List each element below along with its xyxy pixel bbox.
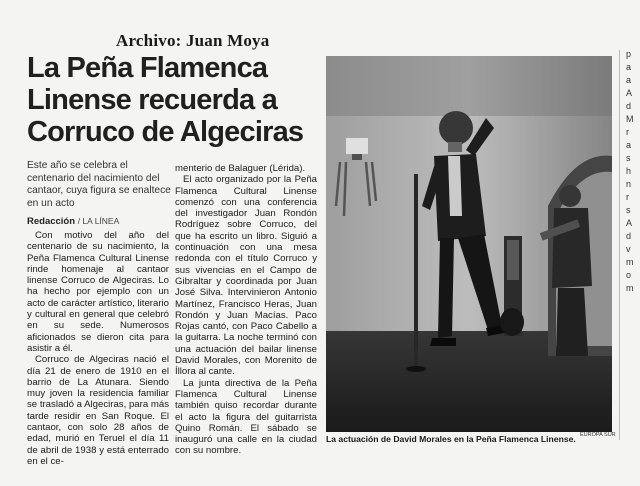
subheadline: Este año se celebra el centenario del nacimiento del cantaor, cuya figura se enaltece en un acto: [27, 160, 171, 209]
edge-fragment: A: [626, 218, 633, 228]
paragraph: La junta directiva de la Peña Flamenca Cultural Linense también quiso recordar durante el acto la figura del guitarrista Quino Román. El sábado se inauguró una calle en la ciudad con su nombre.: [175, 377, 317, 457]
article-column-1: [27, 230, 169, 467]
edge-fragment: s: [626, 153, 631, 163]
archive-label: Archivo: Juan Moya: [116, 31, 270, 50]
edge-fragment: r: [626, 127, 629, 137]
paragraph: menterio de Balaguer (Lérida).: [175, 163, 306, 174]
byline-location: / LA LÍNEA: [77, 216, 120, 226]
edge-fragment: p: [626, 49, 632, 59]
byline: [27, 216, 119, 227]
edge-fragment: n: [626, 179, 632, 189]
edge-fragment: d: [626, 231, 632, 241]
headline-line-1: La Peña Flamenca: [27, 52, 268, 84]
edge-fragment: m: [626, 283, 634, 293]
adjacent-article-edge: [626, 48, 640, 295]
photo-credit: EUROPA SUR: [580, 432, 616, 438]
edge-fragment: r: [626, 192, 629, 202]
edge-fragment: m: [626, 257, 634, 267]
edge-fragment: o: [626, 270, 632, 280]
edge-fragment: d: [626, 101, 632, 111]
edge-fragment: a: [626, 140, 632, 150]
paragraph: Corruco de Algeciras nació el día 21 de enero de 1910 en el barrio de La Atunara. Siendo muy joven la residencia familiar se trasladó a Algeciras, para más tarde residir en San Roque. El cantaor, con solo 28 años de edad, murió en Teruel el día 11 de abril de 1938 y está enterrado en el ce-: [27, 354, 169, 467]
article-column-2: [175, 163, 317, 457]
headline-line-2: Linense recuerda a: [27, 84, 277, 116]
edge-fragment: a: [626, 75, 632, 85]
edge-fragment: h: [626, 166, 632, 176]
headline: [27, 52, 327, 148]
news-photo: [326, 56, 612, 432]
edge-fragment: M: [626, 114, 634, 124]
edge-fragment: v: [626, 244, 631, 254]
photo-image: [326, 56, 612, 432]
edge-fragment: a: [626, 62, 632, 72]
photo-caption: La actuación de David Morales en la Peña Flamenca Linense.: [326, 434, 576, 444]
paragraph: El acto organizado por la Peña Flamenca Cultural Linense comenzó con una conferencia del investigador Juan Rondón Rodríguez sobre Corruco, del que ha escrito un libro. Siguió a continuación con una mesa redonda con el título Corruco y sus vivencias en el Campo de Gibraltar y coordinada por Juan José Silva. Intervinieron Antonio Martínez, Francisco Heras, Juan Rondón y Juan Macías. Paco Rojas cantó, con Paco Cabello a la guitarra. La noche terminó con una actuación del bailar linense David Morales, con Morenito de Íllora al cante.: [175, 174, 317, 378]
paragraph: Con motivo del año del centenario de su nacimiento, la Peña Flamenca Cultural Linense rinde homenaje al cantaor linense Corruco de Algeciras. Lo ha hecho por ejemplo con un acto de carácter artístico, literario y cultural en general que celebró en su sede. Numerosos aficionados se dieron cita para asistir a él.: [27, 230, 169, 354]
column-divider: [619, 50, 620, 440]
byline-author: Redacción: [27, 216, 76, 227]
edge-fragment: s: [626, 205, 631, 215]
edge-fragment: A: [626, 88, 633, 98]
headline-line-3: Corruco de Algeciras: [27, 116, 304, 148]
